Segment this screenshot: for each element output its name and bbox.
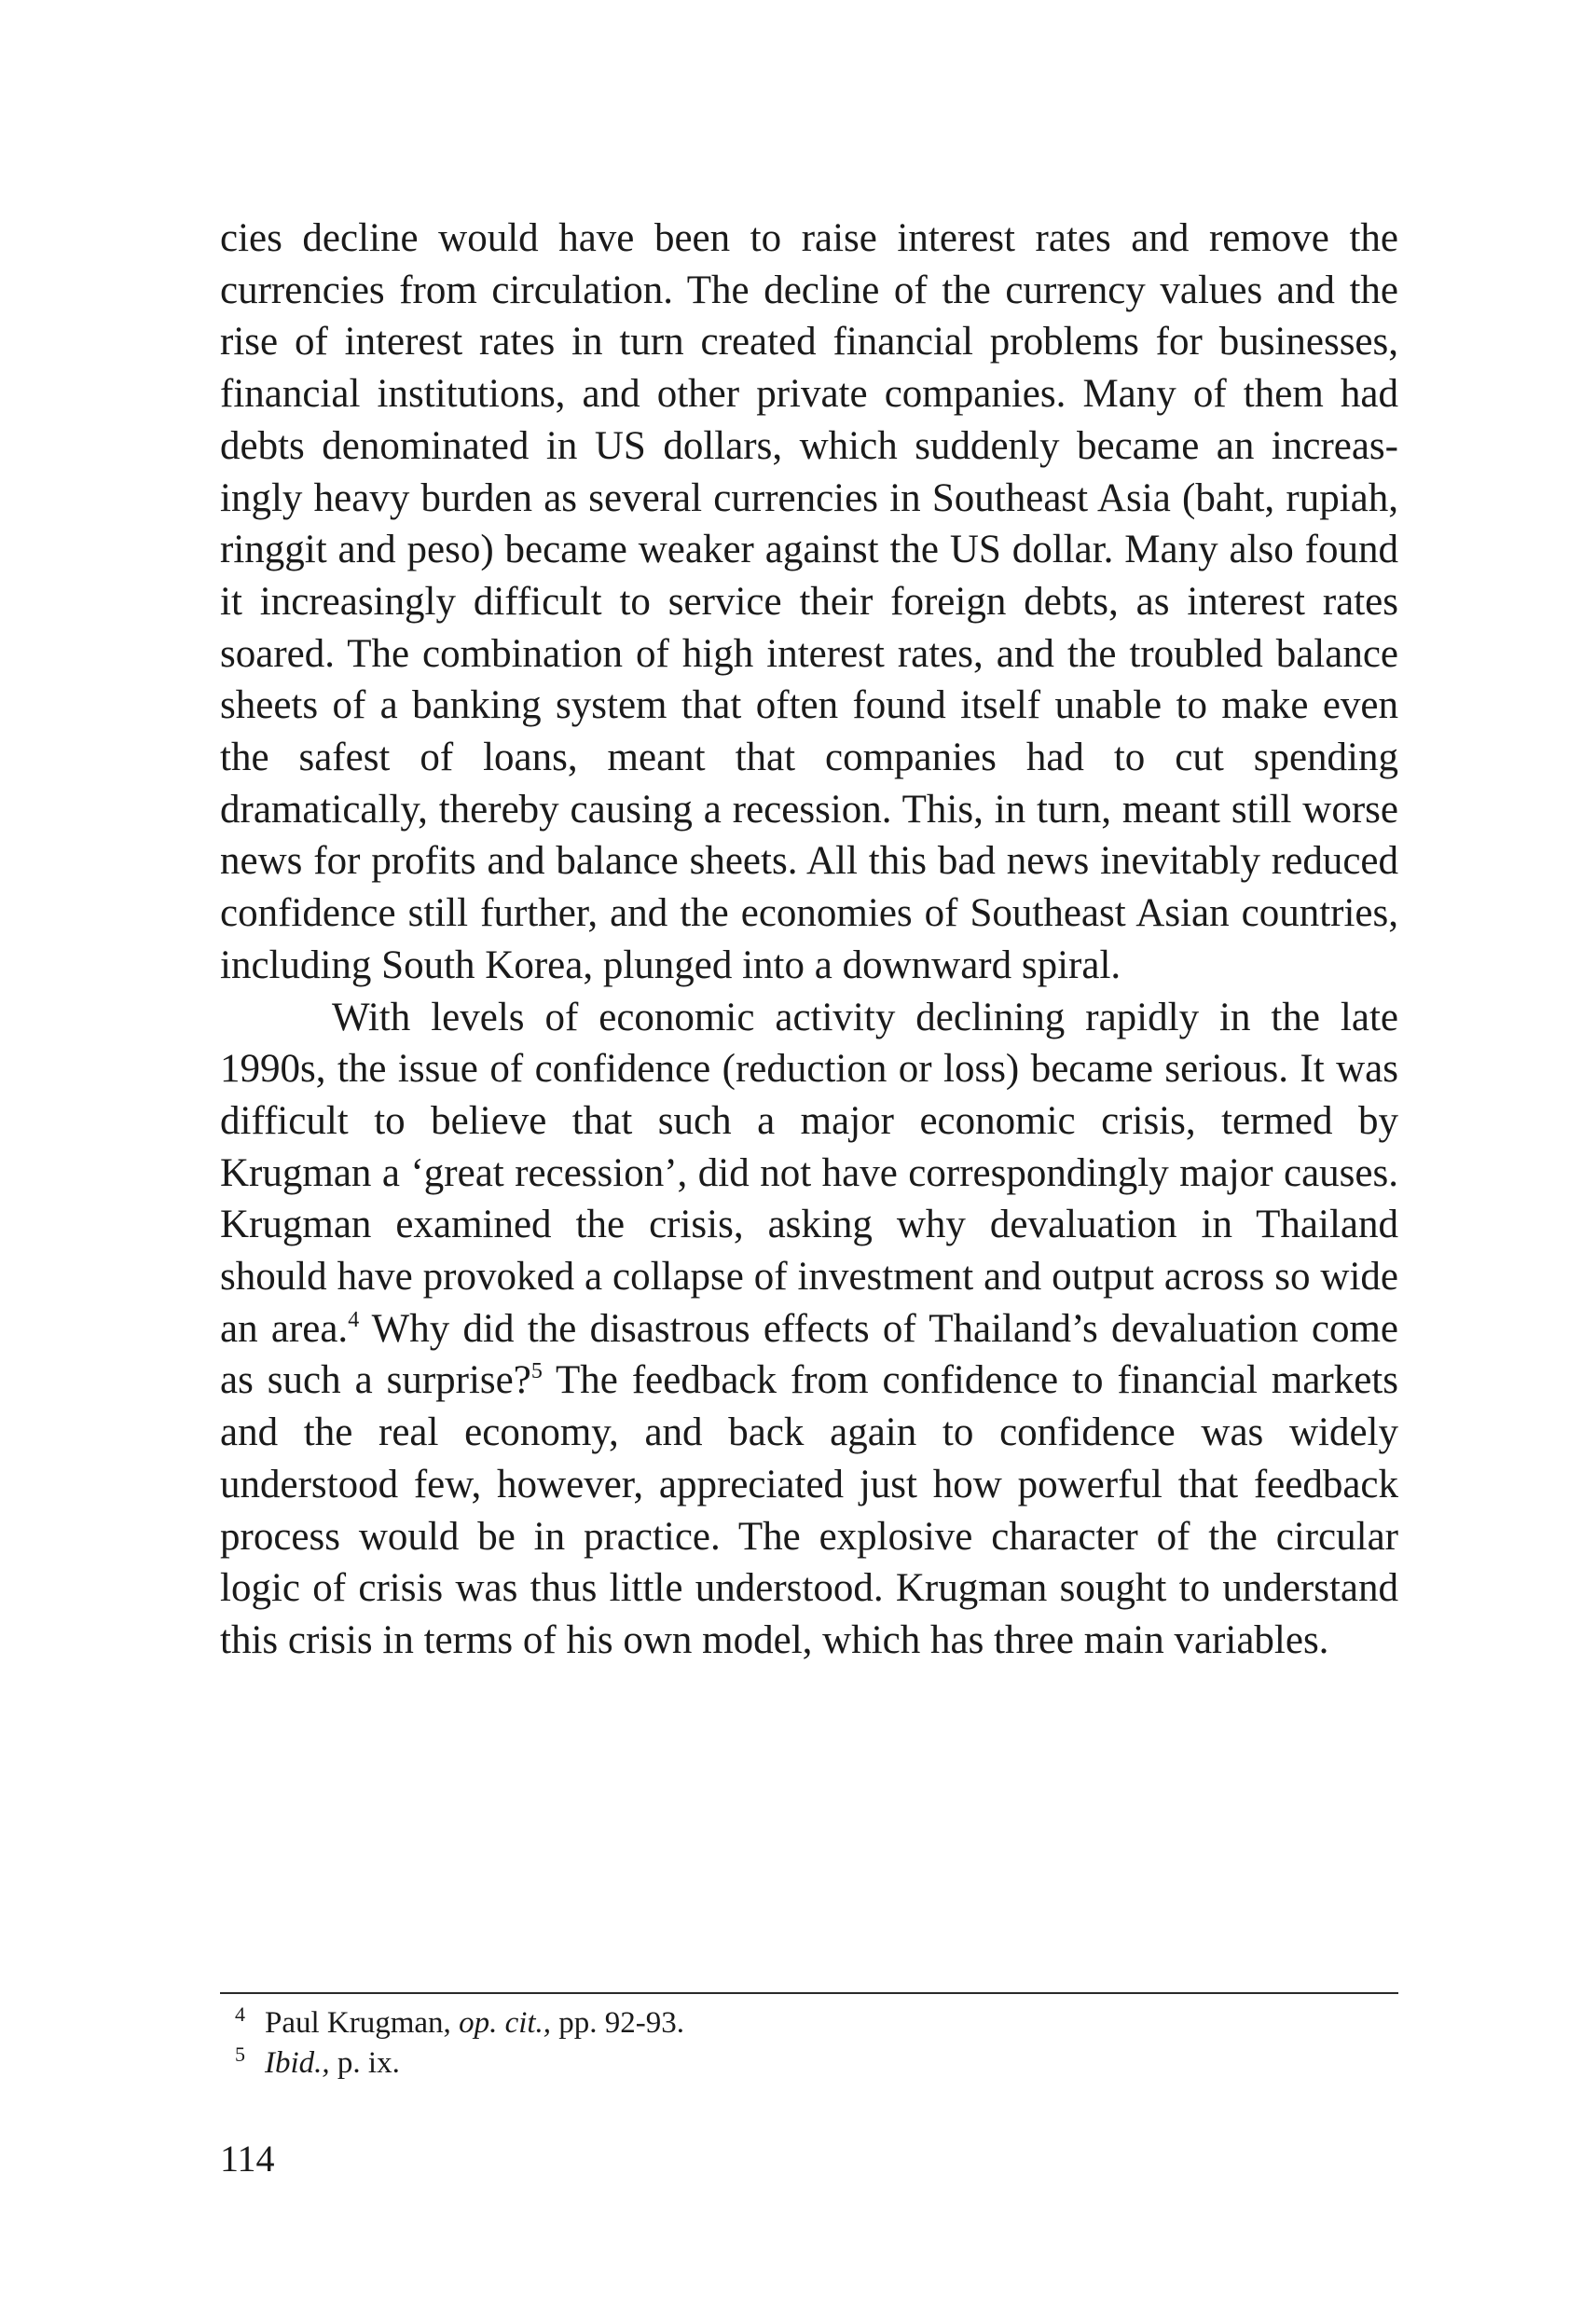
footnote-pages: pp. 92-93.	[551, 2006, 685, 2040]
paragraph-2-part-2: Why did the disastrous effects of Thailand’s devaluation come as such a surprise?	[220, 1306, 1398, 1403]
footnote-divider	[220, 1992, 1398, 1994]
footnote-pages: p. ix.	[329, 2046, 400, 2080]
footnote-text	[265, 2044, 400, 2082]
footnote-author: Paul Krugman,	[265, 2006, 460, 2040]
footnote-ref-5[interactable]: 5	[530, 1359, 543, 1384]
footnote-mark: 5	[235, 2043, 245, 2066]
footnote-italic: op. cit.,	[459, 2006, 552, 2040]
paragraph-2-part-1: With levels of economic activity declining rapidly in the late 1990s, the issue of confidence (reduction or loss) became serious. It was difficult to believe that such a major economic crisis, termed by Krugman a ‘great recession’, did not have correspondingly major causes. Krugman examined the crisis, asking why devaluation in Thailand should have provoked a collapse of investment and output across so wide an area.	[220, 995, 1398, 1351]
footnote-mark: 4	[235, 2002, 245, 2026]
paragraph-2	[220, 992, 1398, 1667]
footnote-text	[265, 2004, 684, 2042]
body-text	[220, 213, 1398, 1667]
footnote-5	[220, 2044, 1398, 2084]
footnote-4	[220, 2004, 1398, 2044]
footnote-ref-4[interactable]: 4	[348, 1307, 360, 1332]
footnotes	[220, 2004, 1398, 2084]
page-number: 114	[220, 2138, 275, 2180]
paragraph-2-part-3: The feedback from confidence to financial markets and the real economy, and back again to confidence was widely understood few, however, appreciated just how powerful that feedback process would be in practice. The explosive character of the circular logic of crisis was thus little understood. Krugman sought to understand this crisis in terms of his own model, which has three main variables.	[220, 1358, 1398, 1662]
paragraph-1: cies decline would have been to raise interest rates and remove the currencies from circulation. The decline of the currency values and the rise of interest rates in turn created financial problems for businesses, financial institutions, and other private companies. Many of them had debts denominated in US dollars, which suddenly became an increasingly heavy burden as several currencies in Southeast Asia (baht, rupiah, ringgit and peso) became weaker against the US dollar. Many also found it increasingly difficult to service their foreign debts, as interest rates soared. The combination of high interest rates, and the troubled balance sheets of a banking system that often found itself unable to make even the safest of loans, meant that companies had to cut spending dramatically, thereby causing a recession. This, in turn, meant still worse news for profits and balance sheets. All this bad news inevitably reduced confidence still further, and the economies of Southeast Asian countries, including South Korea, plunged into a downward spiral.	[220, 216, 1398, 987]
footnote-italic: Ibid.,	[265, 2046, 330, 2080]
